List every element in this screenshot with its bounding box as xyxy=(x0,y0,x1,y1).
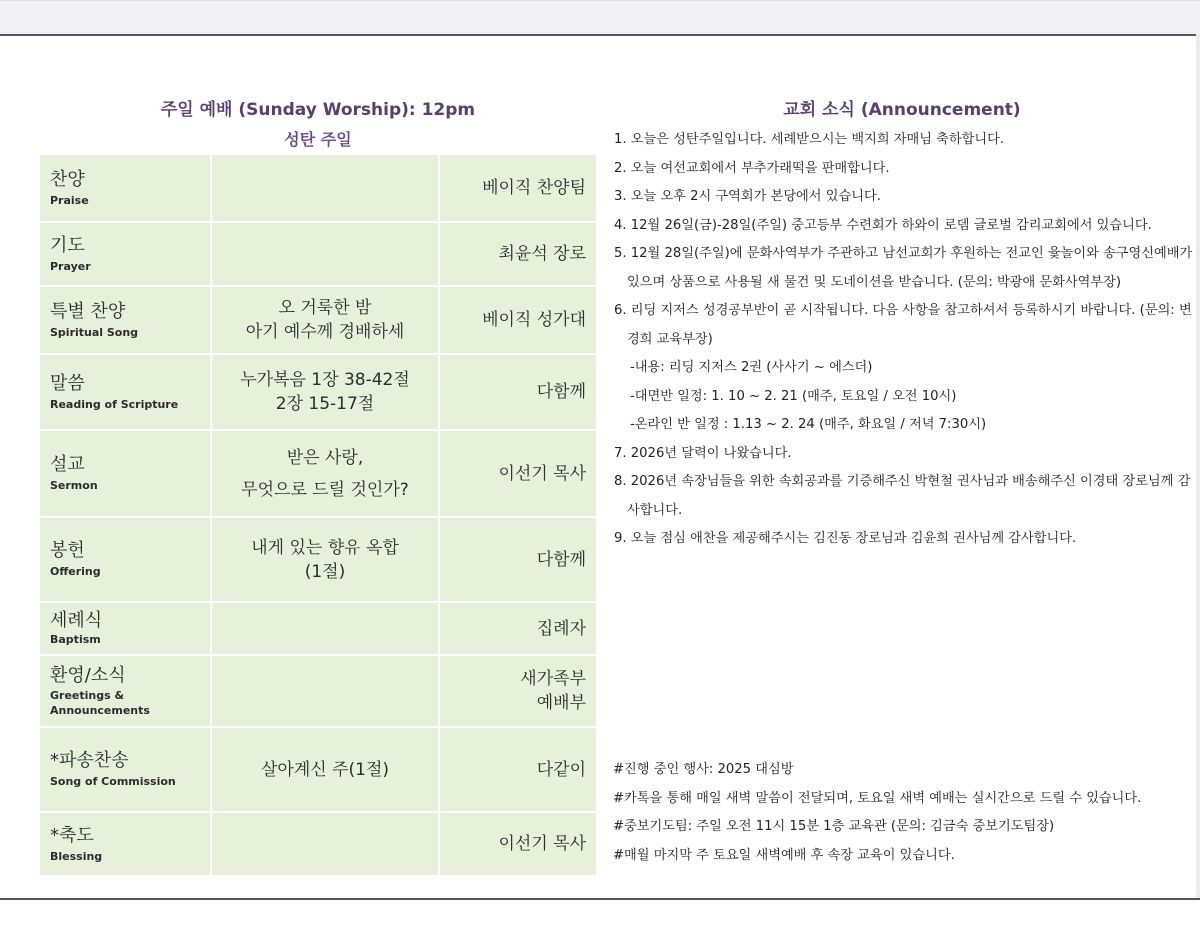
list-item xyxy=(614,525,1194,554)
item-korean: 환영/소식 xyxy=(50,664,126,686)
item-korean: 찬양 xyxy=(50,168,85,190)
list-item xyxy=(614,297,1194,440)
item-content-line: 오 거룩한 밤 xyxy=(278,298,372,318)
item-english: Praise xyxy=(50,193,89,207)
item-english: Announcements xyxy=(50,703,150,717)
list-item xyxy=(614,468,1194,525)
list-item xyxy=(614,212,1194,241)
announcement-text: 7. 2026년 달력이 나왔습니다. xyxy=(614,445,792,461)
item-korean: 설교 xyxy=(50,454,85,475)
item-leader: 다함께 xyxy=(536,382,586,402)
table-row xyxy=(39,517,597,602)
announcement-text: 9. 오늘 점심 애찬을 제공해주시는 김진동 장로님과 김윤희 권사님께 감사합니다. xyxy=(614,531,1077,546)
item-english: Baptism xyxy=(50,633,101,646)
list-item xyxy=(614,440,1194,469)
item-leader: 집례자 xyxy=(536,618,586,639)
item-name-cell xyxy=(39,727,211,812)
item-leader: 최윤석 장로 xyxy=(498,244,586,264)
item-korean: 특별 찬양 xyxy=(50,300,126,322)
item-content-line: 누가복음 1장 38-42절 xyxy=(240,370,410,390)
announcement-text: 1. 오늘은 성탄주일입니다. 세례받으시는 백지희 자매님 축하합니다. xyxy=(614,132,1005,147)
item-korean: 말씀 xyxy=(50,372,85,394)
announcement-list xyxy=(614,126,1194,554)
item-korean: 세례식 xyxy=(50,610,103,631)
item-leader-cell xyxy=(439,222,597,286)
item-name-cell xyxy=(39,154,211,222)
item-korean: *축도 xyxy=(50,824,94,846)
announcement-text: 4. 12월 26일(금)-28일(주일) 중고등부 수련회가 하와이 로뎀 글로벌 감리교회에서 있습니다. xyxy=(614,217,1152,233)
item-english: Blessing xyxy=(50,849,103,863)
list-item xyxy=(614,126,1194,155)
notes-list xyxy=(613,756,1193,870)
item-leader-cell xyxy=(439,655,597,727)
item-content-cell xyxy=(211,154,439,222)
table-row xyxy=(39,222,597,286)
item-name-cell xyxy=(39,354,211,430)
item-content-line: 무엇으로 드릴 것인가? xyxy=(241,479,409,500)
item-leader: 다함께 xyxy=(536,549,586,570)
item-leader: 베이직 성가대 xyxy=(482,310,586,330)
item-content-cell xyxy=(211,222,439,286)
item-english: Prayer xyxy=(50,259,91,273)
item-english: Spiritual Song xyxy=(50,325,139,339)
announcement-subitem: -대면반 일정: 1. 10 ~ 2. 21 (매주, 토요일 / 오전 10시) xyxy=(630,388,957,404)
top-divider xyxy=(0,34,1200,36)
item-leader-line: 예배부 xyxy=(536,693,586,713)
announcement-text: 2. 오늘 여선교회에서 부추가래떡을 판매합니다. xyxy=(614,160,890,176)
item-leader-cell xyxy=(439,812,597,876)
item-name-cell xyxy=(39,286,211,354)
item-leader: 베이직 찬양팀 xyxy=(482,178,586,198)
item-leader-cell xyxy=(439,602,597,655)
announcement-text: 5. 12월 28일(주일)에 문화사역부가 주관하고 남선교회가 후원하는 전교인 윷놀이와 송구영신예배가 있으며 상품으로 사용될 새 물건 및 도네이션을 받습니다. (문의: 박광애 문화사역부장) xyxy=(614,246,1193,290)
item-english: Reading of Scripture xyxy=(50,397,179,411)
item-english: Greetings & xyxy=(50,688,125,702)
item-name-cell xyxy=(39,602,211,655)
list-item xyxy=(614,183,1194,212)
announcement-text: 8. 2026년 속장님들을 위한 속회공과를 기증해주신 박현철 권사님과 배송해주신 이경태 장로님께 감사합니다. xyxy=(614,474,1191,518)
worship-subtitle: 성탄 주일 xyxy=(284,130,352,149)
table-row xyxy=(39,655,597,727)
item-name-cell xyxy=(39,812,211,876)
announcement-text: 3. 오늘 오후 2시 구역회가 본당에서 있습니다. xyxy=(614,189,881,204)
list-item xyxy=(614,240,1194,297)
item-leader-cell xyxy=(439,517,597,602)
item-leader-cell xyxy=(439,727,597,812)
item-name-cell xyxy=(39,655,211,727)
table-row xyxy=(39,354,597,430)
item-content-cell xyxy=(211,727,439,812)
item-content-cell xyxy=(211,354,439,430)
table-row xyxy=(39,286,597,354)
announcement-subitem: -내용: 리딩 지저스 2권 (사사기 ~ 에스더) xyxy=(630,360,873,375)
announcement-subitem: -온라인 반 일정 : 1.13 ~ 2. 24 (매주, 화요일 / 저녁 7:30시) xyxy=(630,417,987,432)
item-content-line: 내게 있는 향유 옥합 xyxy=(251,537,399,558)
item-english: Song of Commission xyxy=(50,775,176,788)
item-leader-line: 새가족부 xyxy=(520,669,586,689)
table-row xyxy=(39,602,597,655)
item-content-cell xyxy=(211,286,439,354)
list-item xyxy=(614,155,1194,184)
item-content-cell xyxy=(211,812,439,876)
worship-order-table xyxy=(38,153,598,877)
item-english: Offering xyxy=(50,565,101,578)
note-item: #중보기도팀: 주일 오전 11시 15분 1층 교육관 (문의: 김금숙 중보기도팀장) xyxy=(613,819,1055,834)
item-content-line: (1절) xyxy=(304,561,346,582)
item-leader: 다같이 xyxy=(536,759,586,780)
item-content: 살아계신 주(1절) xyxy=(260,759,390,780)
item-english: Sermon xyxy=(50,479,98,492)
item-korean: 기도 xyxy=(50,234,85,256)
item-name-cell xyxy=(39,430,211,517)
table-row xyxy=(39,430,597,517)
item-content-cell xyxy=(211,655,439,727)
note-item: #진행 중인 행사: 2025 대심방 xyxy=(613,762,794,777)
item-content-cell xyxy=(211,430,439,517)
note-item: #매월 마지막 주 토요일 새벽예배 후 속장 교육이 있습니다. xyxy=(613,847,955,863)
item-content-line: 아기 예수께 경배하세 xyxy=(245,322,405,342)
worship-title: 주일 예배 (Sunday Worship): 12pm xyxy=(160,100,476,120)
item-leader-cell xyxy=(439,354,597,430)
item-content-line: 2장 15-17절 xyxy=(275,394,375,414)
table-row xyxy=(39,727,597,812)
item-leader-cell xyxy=(439,154,597,222)
table-row xyxy=(39,154,597,222)
item-content-line: 받은 사랑, xyxy=(286,447,364,468)
announcement-title: 교회 소식 (Announcement) xyxy=(783,100,1021,120)
top-band xyxy=(0,0,1200,35)
note-item: #카톡을 통해 매일 새벽 말씀이 전달되며, 토요일 새벽 예배는 실시간으로 드릴 수 있습니다. xyxy=(613,790,1142,806)
item-content-cell xyxy=(211,517,439,602)
item-leader-cell xyxy=(439,286,597,354)
item-name-cell xyxy=(39,222,211,286)
announcement-text: 6. 리딩 지저스 성경공부반이 곧 시작됩니다. 다음 사항을 참고하셔서 등록하시기 바랍니다. (문의: 변경희 교육부장) xyxy=(614,303,1192,347)
item-content-cell xyxy=(211,602,439,655)
item-name-cell xyxy=(39,517,211,602)
item-leader: 이선기 목사 xyxy=(498,834,586,854)
right-edge xyxy=(1196,34,1200,900)
item-leader-cell xyxy=(439,430,597,517)
table-row xyxy=(39,812,597,876)
item-korean: *파송찬송 xyxy=(50,750,129,771)
bottom-divider xyxy=(0,898,1200,900)
item-leader: 이선기 목사 xyxy=(498,463,586,484)
item-korean: 봉헌 xyxy=(50,540,85,561)
